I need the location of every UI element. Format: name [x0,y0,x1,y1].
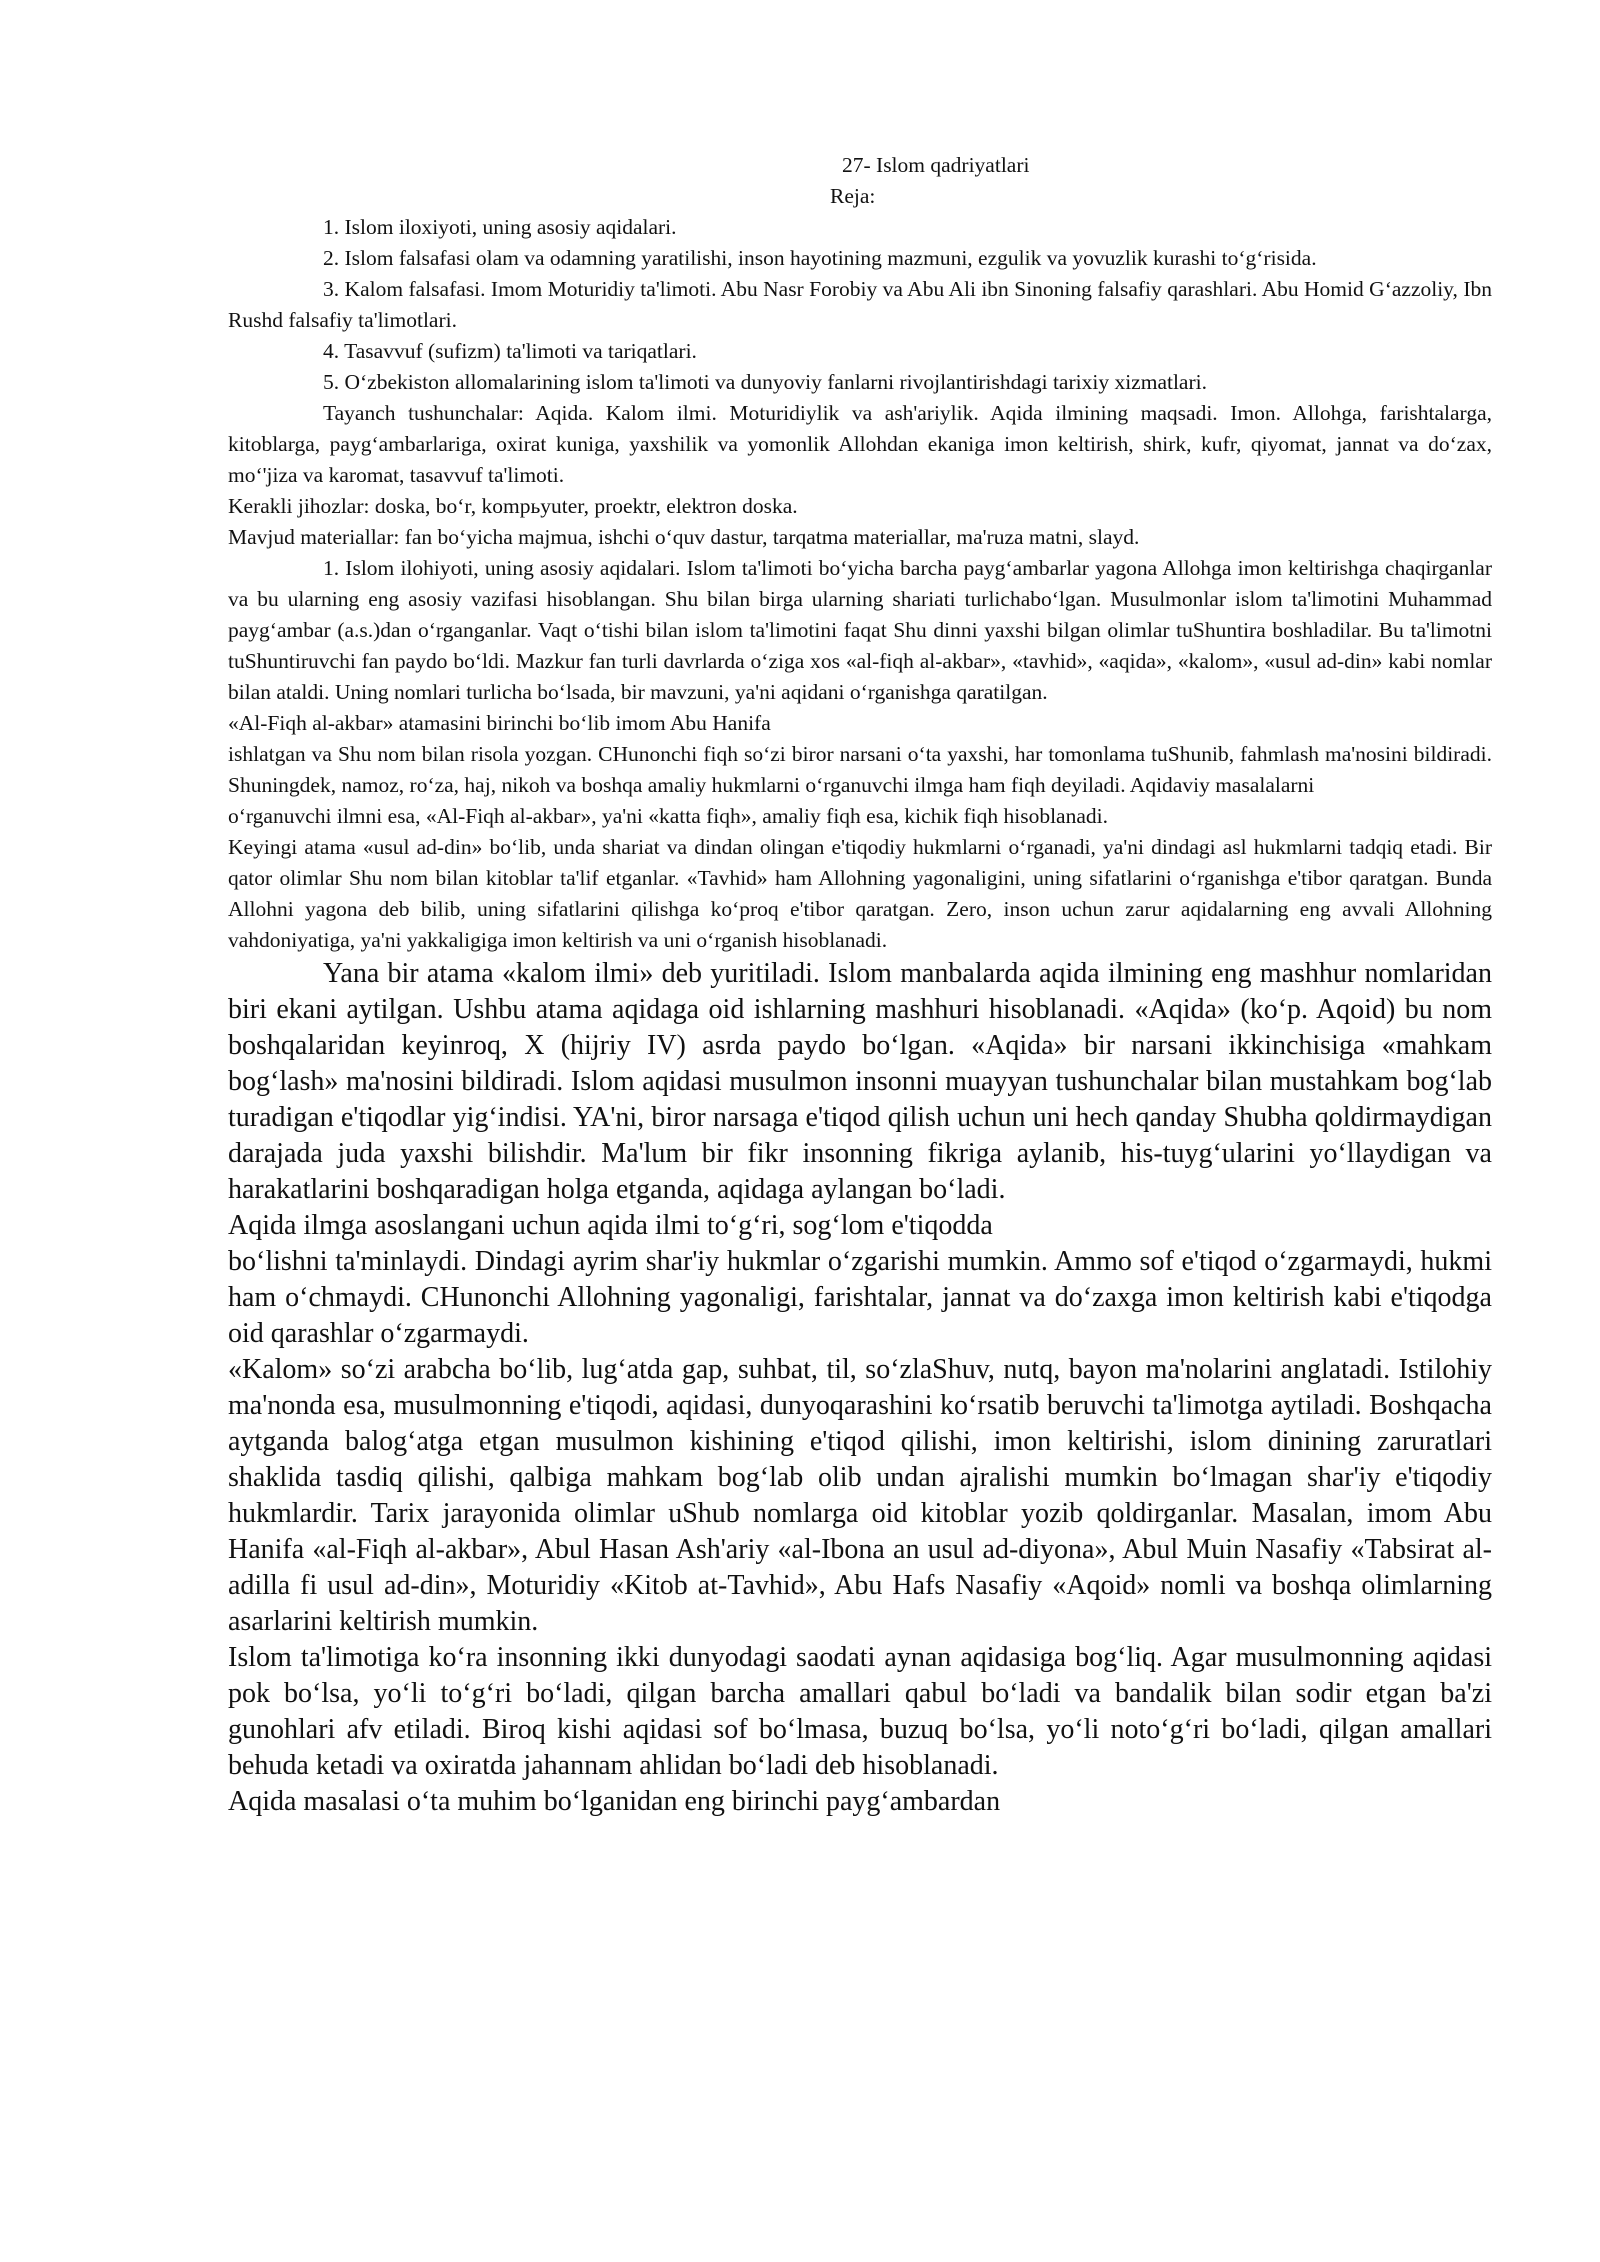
fiqh-paragraph: ishlatgan va Shu nom bilan risola yozgan. CHunonchi fiqh so‘zi biror narsani o‘ta yaxshi, har tomonlama tuShunib, fahmlash ma'nosini bildiradi. Shuningdek, namoz, ro‘za, haj, nikoh va boshqa amaliy hukmlarni o‘rganuvchi ilmga ham fiqh deyiladi. Aqidaviy masalalarni [228,742,1492,797]
last-line: Aqida masalasi o‘ta muhim bo‘lganidan eng birinchi payg‘ambardan [228,1786,1001,1817]
plan-item-2: 2. Islom falsafasi olam va odamning yaratilishi, inson hayotining mazmuni, ezgulik va yovuzlik kurashi to‘g‘risida. [323,246,1317,270]
section-1-paragraph: 1. Islom ilohiyoti, uning asosiy aqidalari. Islom ta'limoti bo‘yicha barcha payg‘ambarlar yagona Allohga imon keltirishga chaqirganlar va bu ularning eng asosiy vazifasi hisoblangan. Shu bilan birga ularning shariati turlichabo‘lgan. Musulmonlar islom ta'limotini Muhammad payg‘ambar (a.s.)dan o‘rganganlar. Vaqt o‘tishi bilan islom ta'limotini faqat Shu dinni yaxshi bilgan olimlar tuShuntira boshladilar. Bu ta'limotni tuShuntiruvchi fan paydo bo‘ldi. Mazkur fan turli davrlarda o‘ziga xos «al-fiqh al-akbar», «tavhid», «aqida», «kalom», «usul ad-din» kabi nomlar bilan ataldi. Uning nomlari turlicha bo‘lsada, bir mavzuni, ya'ni aqidani o‘rganishga qaratilgan. [228,556,1492,704]
plan-label: Reja: [830,184,876,208]
key-concepts-paragraph: Tayanch tushunchalar: Aqida. Kalom ilmi. Moturidiylik va ash'ariylik. Aqida ilmining maqsadi. Imon. Allohga, farishtalarga, kitoblarga, payg‘ambarlariga, oxirat kuniga, yaxshilik va yomonlik Allohdan ekaniga imon keltirish, shirk, kufr, qiyomat, jannat va do‘zax, mo‘'jiza va karomat, tasavvuf ta'limoti. [228,401,1492,487]
kalom-ilmi-paragraph: Yana bir atama «kalom ilmi» deb yuritiladi. Islom manbalarda aqida ilmining eng mashhur nomlaridan biri ekani aytilgan. Ushbu atama aqidaga oid ishlarning mashhuri hisoblanadi. «Aqida» (ko‘p. Aqoid) bu nom boshqalaridan keyinroq, X (hijriy IV) asrda paydo bo‘lgan. «Aqida» bir narsani ikkinchisiga «mahkam bog‘lash» ma'nosini bildiradi. Islom aqidasi musulmon insonni muayyan tushunchalar bilan mustahkam bog‘lab turadigan e'tiqodlar yig‘indisi. YA'ni, biror narsaga e'tiqod qilish uchun uni hech qanday Shubha qoldirmaydigan darajada juda yaxshi bilishdir. Ma'lum bir fikr insonning fikriga aylanib, his-tuyg‘ularini yo‘llaydigan va harakatlarini boshqaradigan holga etganda, aqidaga aylangan bo‘ladi. [228,958,1492,1205]
aqida-intro-line: Aqida ilmga asoslangani uchun aqida ilmi to‘g‘ri, sog‘lom e'tiqodda [228,1210,993,1241]
plan-item-1: 1. Islom iloxiyoti, uning asosiy aqidalari. [323,215,677,239]
kalom-definition-paragraph: «Kalom» so‘zi arabcha bo‘lib, lug‘atda gap, suhbat, til, so‘zlaShuv, nutq, bayon ma'nolarini anglatadi. Istilohiy ma'nonda esa, musulmonning e'tiqodi, aqidasi, dunyoqarashini ko‘rsatib beruvchi ta'limotga aytiladi. Boshqacha aytganda balog‘atga etgan musulmon kishining e'tiqod qilishi, imon keltirishi, islom dinining zaruratlari shaklida tasdiq qilishi, qalbiga mahkam bog‘lab olib undan ajralishi mumkin bo‘lmagan shar'iy e'tiqodiy hukmlardir. Tarix jarayonida olimlar uShub nomlarga oid kitoblar yozib qoldirganlar. Masalan, imom Abu Hanifa «al-Fiqh al-akbar», Abul Hasan Ash'ariy «al-Ibona an usul ad-diyona», Abul Muin Nasafiy «Tabsirat al-adilla fi usul ad-din», Moturidiy «Kitob at-Tavhid», Abu Hafs Nasafiy «Aqoid» nomli va boshqa olimlarning asarlarini keltirish mumkin. [228,1354,1492,1637]
fiqh-intro-line: «Al-Fiqh al-akbar» atamasini birinchi bo‘lib imom Abu Hanifa [228,711,771,735]
usul-ad-din-paragraph: Keyingi atama «usul ad-din» bo‘lib, unda shariat va dindan olingan e'tiqodiy hukmlarni o‘rganadi, ya'ni dindagi asl hukmlarni tadqiq etadi. Bir qator olimlar Shu nom bilan kitoblar ta'lif etganlar. «Tavhid» ham Allohning yagonaligini, uning sifatlarini o‘rganishga e'tibor qaratgan. Bunda Allohni yagona deb bilib, uning sifatlarini qilishga ko‘proq e'tibor qaratgan. Zero, inson uchun zarur aqidalarning eng avvali Allohning vahdoniyatiga, ya'ni yakkaligiga imon keltirish va uni o‘rganish hisoblanadi. [228,835,1492,952]
plan-item-5: 5. O‘zbekiston allomalarining islom ta'limoti va dunyoviy fanlarni rivojlantirishdagi tarixiy xizmatlari. [323,370,1207,394]
plan-item-3: 3. Kalom falsafasi. Imom Moturidiy ta'limoti. Abu Nasr Forobiy va Abu Ali ibn Sinoning falsafiy qarashlari. Abu Homid G‘azzoliy, Ibn Rushd falsafiy ta'limotlari. [228,277,1492,332]
fiqh-conclusion-line: o‘rganuvchi ilmni esa, «Al-Fiqh al-akbar», ya'ni «katta fiqh», amaliy fiqh esa, kichik fiqh hisoblanadi. [228,804,1108,828]
saodat-paragraph: Islom ta'limotiga ko‘ra insonning ikki dunyodagi saodati aynan aqidasiga bog‘liq. Agar musulmonning aqidasi pok bo‘lsa, yo‘li to‘g‘ri bo‘ladi, qilgan barcha amallari qabul bo‘ladi va bandalik bilan sodir etgan ba'zi gunohlari afv etiladi. Biroq kishi aqidasi sof bo‘lmasa, buzuq bo‘lsa, yo‘li noto‘g‘ri bo‘ladi, qilgan amallari behuda ketadi va oxiratda jahannam ahlidan bo‘ladi deb hisoblanadi. [228,1642,1492,1781]
document-title: 27- Islom qadriyatlari [842,153,1030,177]
aqida-paragraph: bo‘lishni ta'minlaydi. Dindagi ayrim shar'iy hukmlar o‘zgarishi mumkin. Ammo sof e'tiqod o‘zgarmaydi, hukmi ham o‘chmaydi. CHunonchi Allohning yagonaligi, farishtalar, jannat va do‘zaxga imon keltirish kabi e'tiqodga oid qarashlar o‘zgarmaydi. [228,1246,1492,1349]
plan-item-4: 4. Tasavvuf (sufizm) ta'limoti va tariqatlari. [323,339,697,363]
materials-line: Mavjud materiallar: fan bo‘yicha majmua, ishchi o‘quv dastur, tarqatma materiallar, ma'ruza matni, slayd. [228,525,1140,549]
equipment-line: Kerakli jihozlar: doska, bo‘r, kompьyuter, proektr, elektron doska. [228,494,798,518]
document-body [228,150,1492,1820]
